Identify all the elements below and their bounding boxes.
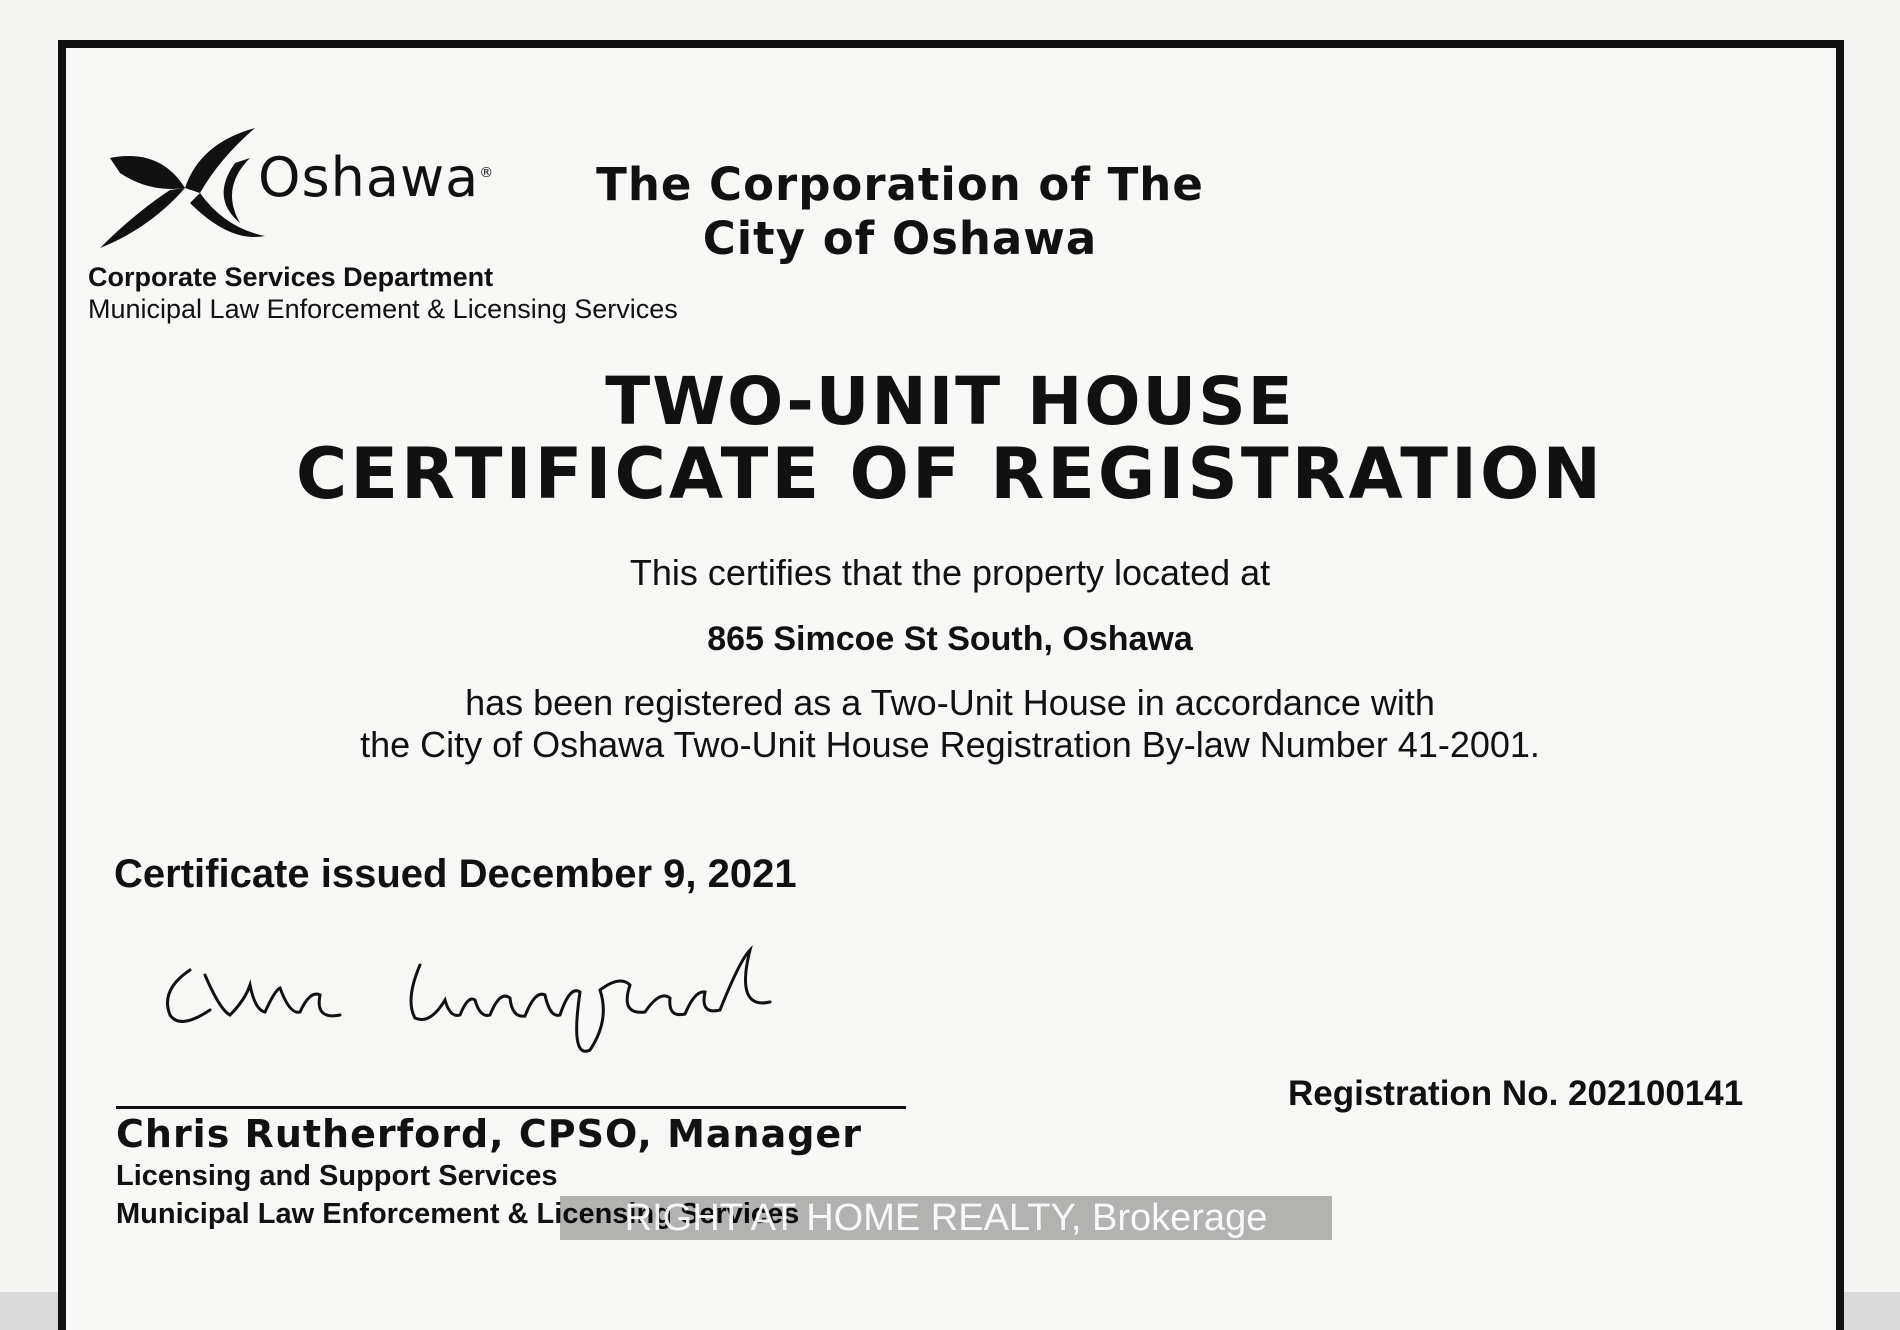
brokerage-watermark: RIGHT AT HOME REALTY, Brokerage [560,1196,1332,1240]
registration-statement-line-1: has been registered as a Two-Unit House in accordance with [465,682,1435,723]
issue-date: Certificate issued December 9, 2021 [114,852,797,896]
property-address: 865 Simcoe St South, Oshawa [707,620,1193,658]
certificate-title-line-1: TWO-UNIT HOUSE [605,363,1295,440]
department-subname: Municipal Law Enforcement & Licensing Services [88,294,678,324]
department-name: Corporate Services Department [88,262,494,292]
corporation-line-1: The Corporation of The [596,158,1204,211]
corporation-line-2: City of Oshawa [702,212,1098,265]
signatory-unit: Licensing and Support Services [116,1160,558,1192]
registration-number: Registration No. 202100141 [1288,1074,1744,1113]
handwritten-signature [150,930,850,1060]
oshawa-swoosh-icon [90,118,280,268]
oshawa-logo [90,118,530,268]
corporation-title [540,158,1260,266]
certifies-text: This certifies that the property located at [629,552,1271,593]
registration-statement-line-2: the City of Oshawa Two-Unit House Registration By-law Number 41-2001. [360,724,1540,765]
signatory-name-title: Chris Rutherford, CPSO, Manager [116,1112,862,1156]
certificate-title-line-2: CERTIFICATE OF REGISTRATION [295,433,1605,515]
signature-line [116,1106,906,1109]
certificate-title [100,363,1800,515]
logo-wordmark: Oshawa® [258,146,495,209]
signatory-division: Municipal Law Enforcement & Licensing Services [116,1198,800,1230]
